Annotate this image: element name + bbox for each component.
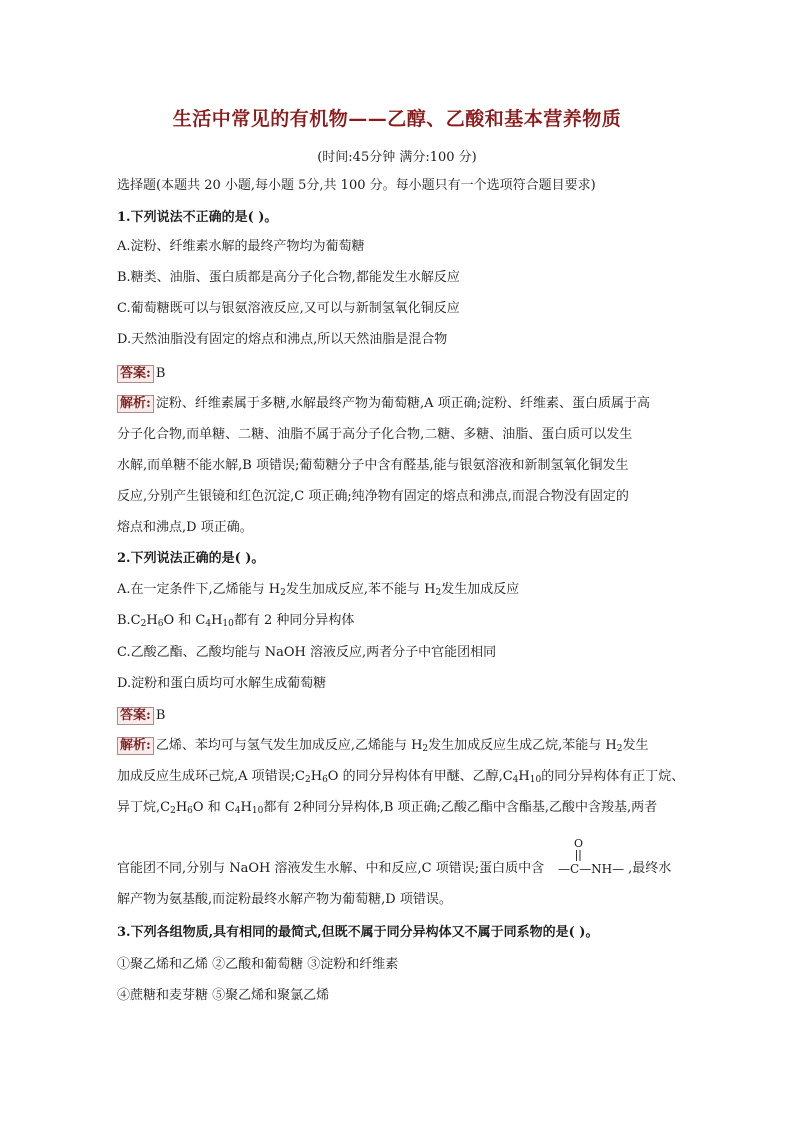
analysis-tag: 解析: <box>117 395 154 413</box>
answer-tag: 答案: <box>117 707 154 725</box>
question-1-analysis-line: 水解,而单糖不能水解,B 项错误;葡萄糖分子中含有醛基,能与银氨溶液和新制氢氧化铜发生 <box>117 458 629 473</box>
question-2-analysis-line: 官能团不同,分别与 NaOH 溶液发生水解、中和反应,C 项错误;蛋白质中含 ,最终水 <box>117 861 672 876</box>
answer-value: B <box>155 366 166 381</box>
analysis-tag: 解析: <box>117 737 154 755</box>
amide-chain: —C—NH— <box>558 862 625 876</box>
carbonyl-oxygen: O <box>574 837 584 850</box>
question-1-analysis-line: 反应,分别产生银镜和红色沉淀,C 项正确;纯净物有固定的熔点和沸点,而混合物没有固定的 <box>117 489 629 504</box>
question-1-analysis-line <box>117 394 687 414</box>
question-3-stem: 3.下列各组物质,具有相同的最简式,但既不属于同分异构体又不属于同系物的是( )。 <box>117 925 599 940</box>
answer-value: B <box>155 708 166 723</box>
question-1-answer <box>117 364 687 384</box>
question-1-analysis-line: 分子化合物,而单糖、二糖、油脂不属于高分子化合物,二糖、多糖、油脂、蛋白质可以发生 <box>117 427 633 442</box>
answer-tag: 答案: <box>117 365 154 383</box>
amide-bond-structure <box>556 836 626 880</box>
question-2-answer <box>117 706 687 726</box>
question-2-option-c: C.乙酸乙酯、乙酸均能与 NaOH 溶液反应,两者分子中官能团相同 <box>117 645 497 660</box>
question-2-stem: 2.下列说法正确的是( )。 <box>117 551 265 566</box>
question-1-option-d: D.天然油脂没有固定的熔点和沸点,所以天然油脂是混合物 <box>117 332 448 347</box>
question-2-analysis-line: 解析: 乙烯、苯均可与氢气发生加成反应,乙烯能与 $H_2$发生加成反应生成乙烷,苯能与 $H_2$发生 <box>117 736 687 756</box>
exam-info: (时间:45分钟 满分:100 分) <box>317 150 477 165</box>
question-2-option-b: $B.C_2H_6O$ 和 $C_4H_{10}$都有 2 种同分异构体 <box>117 613 355 629</box>
question-1-option-b: B.糖类、油脂、蛋白质都是高分子化合物,都能发生水解反应 <box>117 270 460 285</box>
question-1-option-a: A.淀粉、纤维素水解的最终产物均为葡萄糖 <box>117 239 365 254</box>
question-1-stem: 1.下列说法不正确的是( )。 <box>117 210 278 225</box>
analysis-text: 淀粉、纤维素属于多糖,水解最终产物为葡萄糖,A 项正确;淀粉、纤维素、蛋白质属于高 <box>155 396 650 411</box>
question-1-option-c: C.葡萄糖既可以与银氨溶液反应,又可以与新制氢氧化铜反应 <box>117 301 460 316</box>
page-title: 生活中常见的有机物——乙醇、乙酸和基本营养物质 <box>172 108 622 130</box>
section-intro: 选择题(本题共 20 小题,每小题 5分,共 100 分。每小题只有一个选项符合题目要求) <box>117 178 596 193</box>
question-2-option-d: D.淀粉和蛋白质均可水解生成葡萄糖 <box>117 676 327 691</box>
question-2-option-a: A.在一定条件下,乙烯能与 $H_2$发生加成反应,苯不能与 $H_2$发生加成反应 <box>117 582 520 598</box>
question-2-analysis-line: 加成反应生成环己烷,A 项错误$;C_2H_6O$ 的同分异构体有甲醚、乙醇$,C_4H_{10}$的同分异构体有正丁烷、 <box>117 769 685 785</box>
question-2-analysis-line: 解产物为氨基酸,而淀粉最终水解产物为葡萄糖,D 项错误。 <box>117 892 452 907</box>
question-2-analysis-line: 异丁烷$,C_2H_6O$ 和 $C_4H_{10}$都有 2种同分异构体,B 项正确;乙酸乙酯中含酯基,乙酸中含羧基,两者 <box>117 800 658 816</box>
question-3-choices-2: ④蔗糖和麦芽糖 ⑤聚乙烯和聚氯乙烯 <box>117 988 330 1003</box>
question-1-analysis-line: 熔点和沸点,D 项正确。 <box>117 520 253 535</box>
question-3-choices-1: ①聚乙烯和乙烯 ②乙酸和葡萄糖 ③淀粉和纤维素 <box>117 957 399 972</box>
